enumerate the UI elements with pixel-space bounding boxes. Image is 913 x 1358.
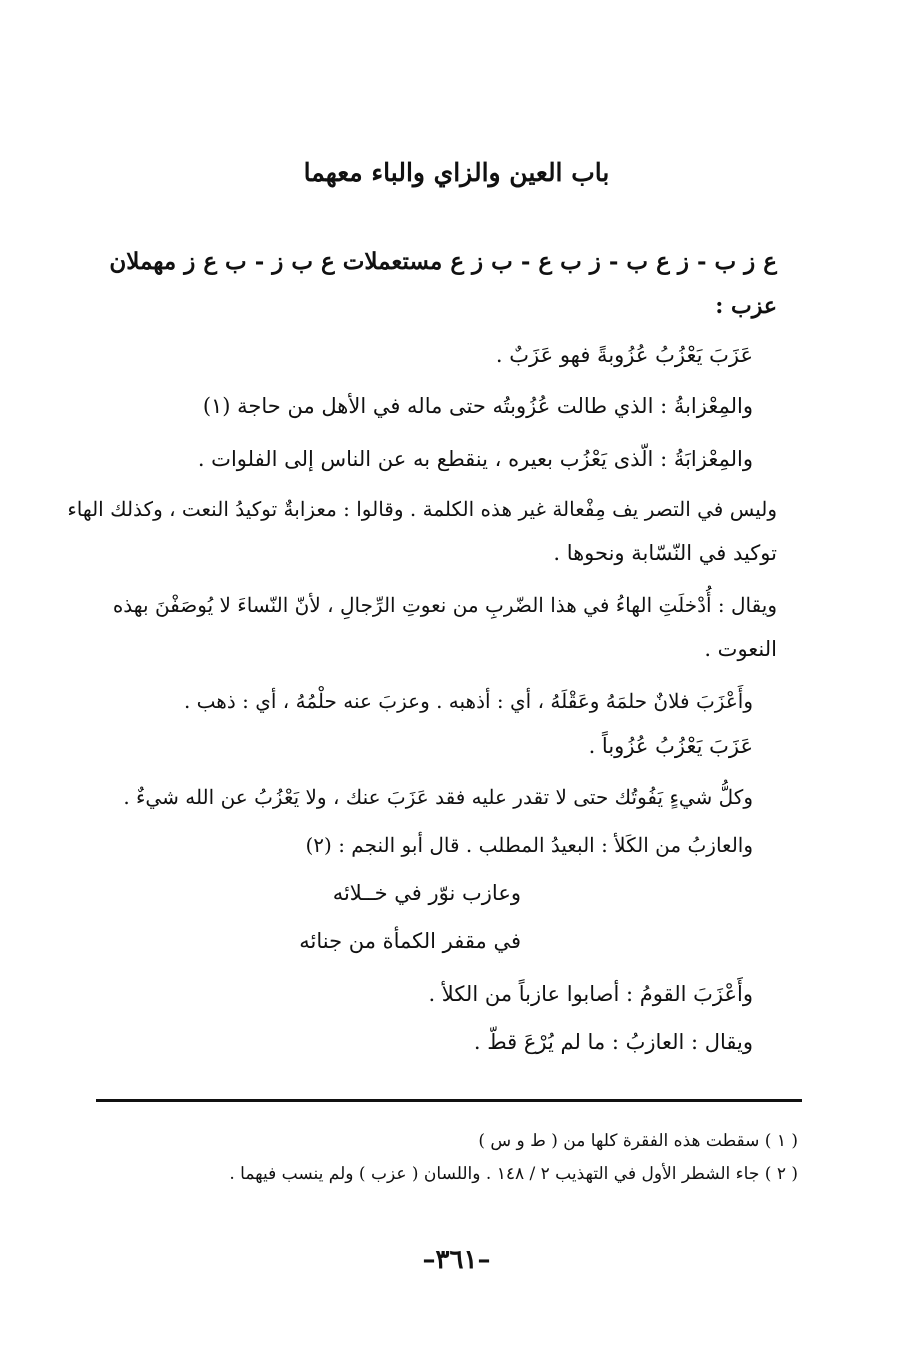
footnote: ( ٢ ) جاء الشطر الأول في التهذيب ٢ / ١٤٨ . واللسان ( عزب ) ولم ينسب فيهما .: [229, 1164, 798, 1184]
chapter-title: باب العين والزاي والباء معهما: [303, 158, 610, 187]
page-number: –٣٦١–: [422, 1245, 491, 1275]
text-line: وليس في التصر يف مِفْعالة غير هذه الكلمة . وقالوا : معزابةٌ توكيدُ النعت ، وكذلك الهاء: [67, 497, 777, 521]
poem-verse: في مقفر الكمأة من جنائه: [299, 929, 521, 953]
text-line: توكيد في النّسّابة ونحوها .: [553, 541, 777, 565]
text-line: النعوت .: [704, 637, 777, 661]
text-line: والمِعْزابةُ : الذي طالت عُزُوبتُه حتى ماله في الأهل من حاجة (١): [202, 394, 753, 418]
text-line: وأَعْزَبَ فلانٌ حلمَهُ وعَقْلَهُ ، أي : أذهبه . وعزبَ عنه حلْمُهُ ، أي : ذهب .: [183, 689, 753, 713]
text-line: وكلُّ شيءٍ يَفُوتُك حتى لا تقدر عليه فقد عَزَبَ عنك ، ولا يَعْزُبُ عن الله شيءٌ .: [123, 785, 753, 809]
text-line: وأَعْزَبَ القومُ : أصابوا عازباً من الكلأ .: [428, 982, 753, 1006]
footnote-separator: [96, 1099, 802, 1102]
text-line: والعازبُ من الكَلأ : البعيدُ المطلب . قال أبو النجم : (٢): [305, 833, 753, 857]
text-line: عَزَبَ يَعْزُبُ عُزُوباً .: [588, 734, 753, 758]
footnote: ( ١ ) سقطت هذه الفقرة كلها من ( ط و س ): [478, 1131, 798, 1151]
text-line: عَزَبَ يَعْزُبُ عُزُوبةً فهو عَزَبٌ .: [495, 343, 753, 367]
text-line: ويقال : العازبُ : ما لم يُرْعَ قطّ .: [473, 1030, 753, 1054]
root-permutations-line: ع ز ب - ز ع ب - ز ب ع - ب ز ع مستعملات ع ب ز - ب ع ز مهملان: [109, 248, 777, 275]
text-line: والمِعْزابَةُ : الّذى يَعْزُب بعيره ، ينقطع به عن الناس إلى الفلوات .: [197, 447, 753, 471]
entry-heading: عزب :: [715, 293, 777, 319]
poem-verse: وعازب نوّر في خــلائه: [332, 881, 521, 905]
text-line: ويقال : أُدْخلَتِ الهاءُ في هذا الضّربِ من نعوتِ الرِّجالِ ، لأنّ النّساءَ لا يُوصَفْنَ بهذه: [112, 593, 777, 617]
